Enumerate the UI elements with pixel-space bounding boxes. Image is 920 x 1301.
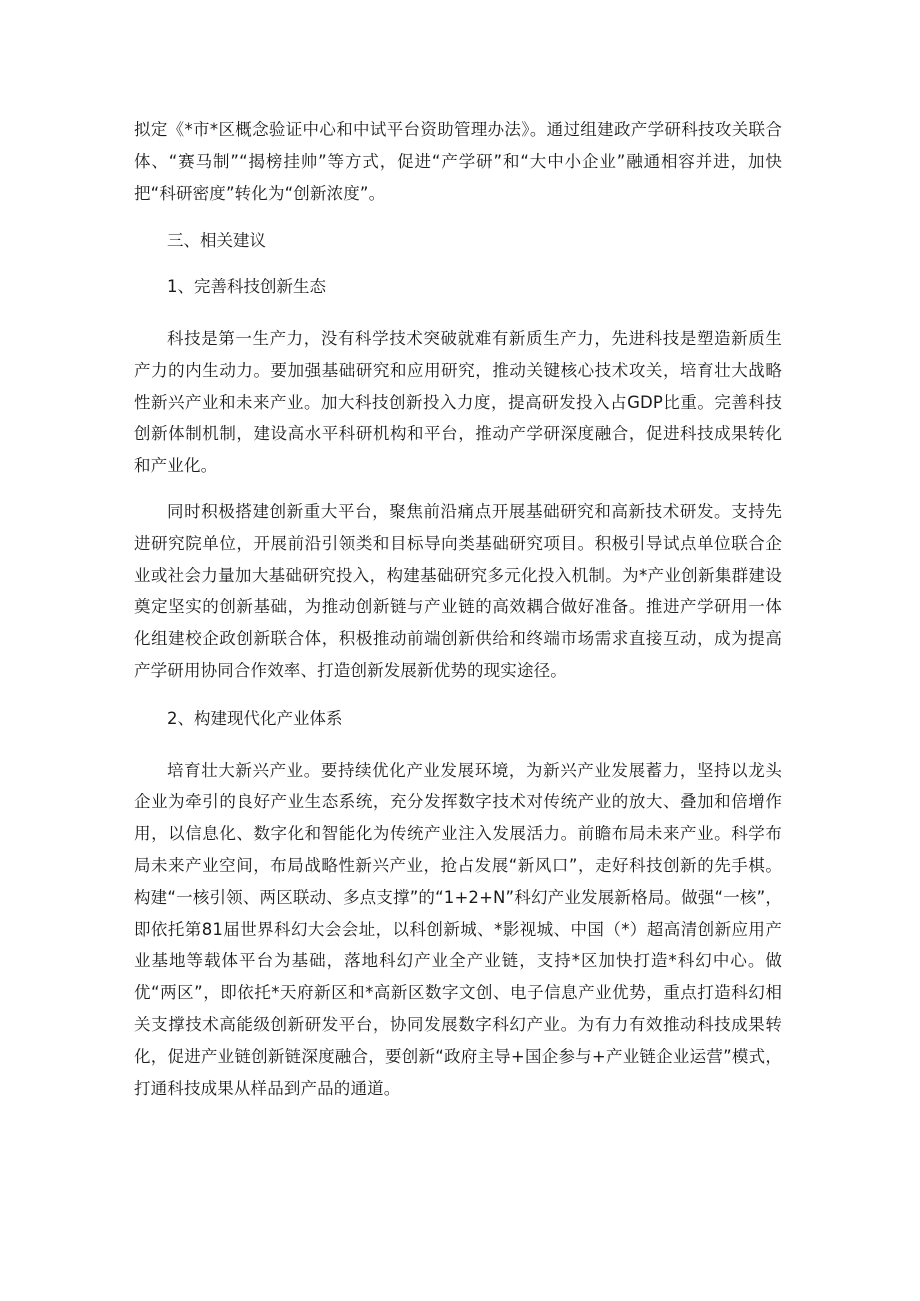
paragraph-funding-measures: 拟定《*市*区概念验证中心和中试平台资助管理办法》。通过组建政产学研科技攻关联合体、“赛马制”“揭榜挂帅”等方式，促进“产学研”和“大中小企业”融通相容并进，加快把“科研密度”转化为“创新浓度”。: [134, 120, 782, 203]
subheading-innovation-ecosystem: 1、完善科技创新生态: [167, 277, 326, 297]
document-body: [134, 114, 782, 1104]
section-heading-suggestions: 三、相关建议: [167, 231, 266, 251]
paragraph-tech-productivity: 科技是第一生产力，没有科学技术突破就难有新质生产力，先进科技是塑造新质生产力的内生动力。要加强基础研究和应用研究，推动关键核心技术攻关，培育壮大战略性新兴产业和未来产业。加大科技创新投入力度，提高研发投入占GDP比重。完善科技创新体制机制，建设高水平科研机构和平台，推动产学研深度融合，促进科技成果转化和产业化。: [134, 328, 782, 476]
paragraph-innovation-platforms: 同时积极搭建创新重大平台，聚焦前沿痛点开展基础研究和高新技术研发。支持先进研究院单位，开展前沿引领类和目标导向类基础研究项目。积极引导试点单位联合企业或社会力量加大基础研究投入，构建基础研究多元化投入机制。为*产业创新集群建设奠定坚实的创新基础，为推动创新链与产业链的高效耦合做好准备。推进产学研用一体化组建校企政创新联合体，积极推动前端创新供给和终端市场需求直接互动，成为提高产学研用协同合作效率、打造创新发展新优势的现实途径。: [134, 501, 782, 680]
subheading-modern-industry: 2、构建现代化产业体系: [167, 708, 343, 728]
paragraph-emerging-industries: 培育壮大新兴产业。要持续优化产业发展环境，为新兴产业发展蓄力，坚持以龙头企业为牵引的良好产业生态系统，充分发挥数字技术对传统产业的放大、叠加和倍增作用，以信息化、数字化和智能化为传统产业注入发展活力。前瞻布局未来产业。科学布局未来产业空间，布局战略性新兴产业，抢占发展“新风口”，走好科技创新的先手棋。构建“一核引领、两区联动、多点支撑”的“1+2+N”科幻产业发展新格局。做强“一核”，即依托第81届世界科幻大会会址，以科创新城、*影视城、中国（*）超高清创新应用产业基地等载体平台为基础，落地科幻产业全产业链，支持*区加快打造*科幻中心。做优“两区”，即依托*天府新区和*高新区数字文创、电子信息产业优势，重点打造科幻相关支撑技术高能级创新研发平台，协同发展数字科幻产业。为有力有效推动科技成果转化，促进产业链创新链深度融合，要创新“政府主导+国企参与+产业链企业运营”模式，打通科技成果从样品到产品的通道。: [134, 760, 782, 1098]
